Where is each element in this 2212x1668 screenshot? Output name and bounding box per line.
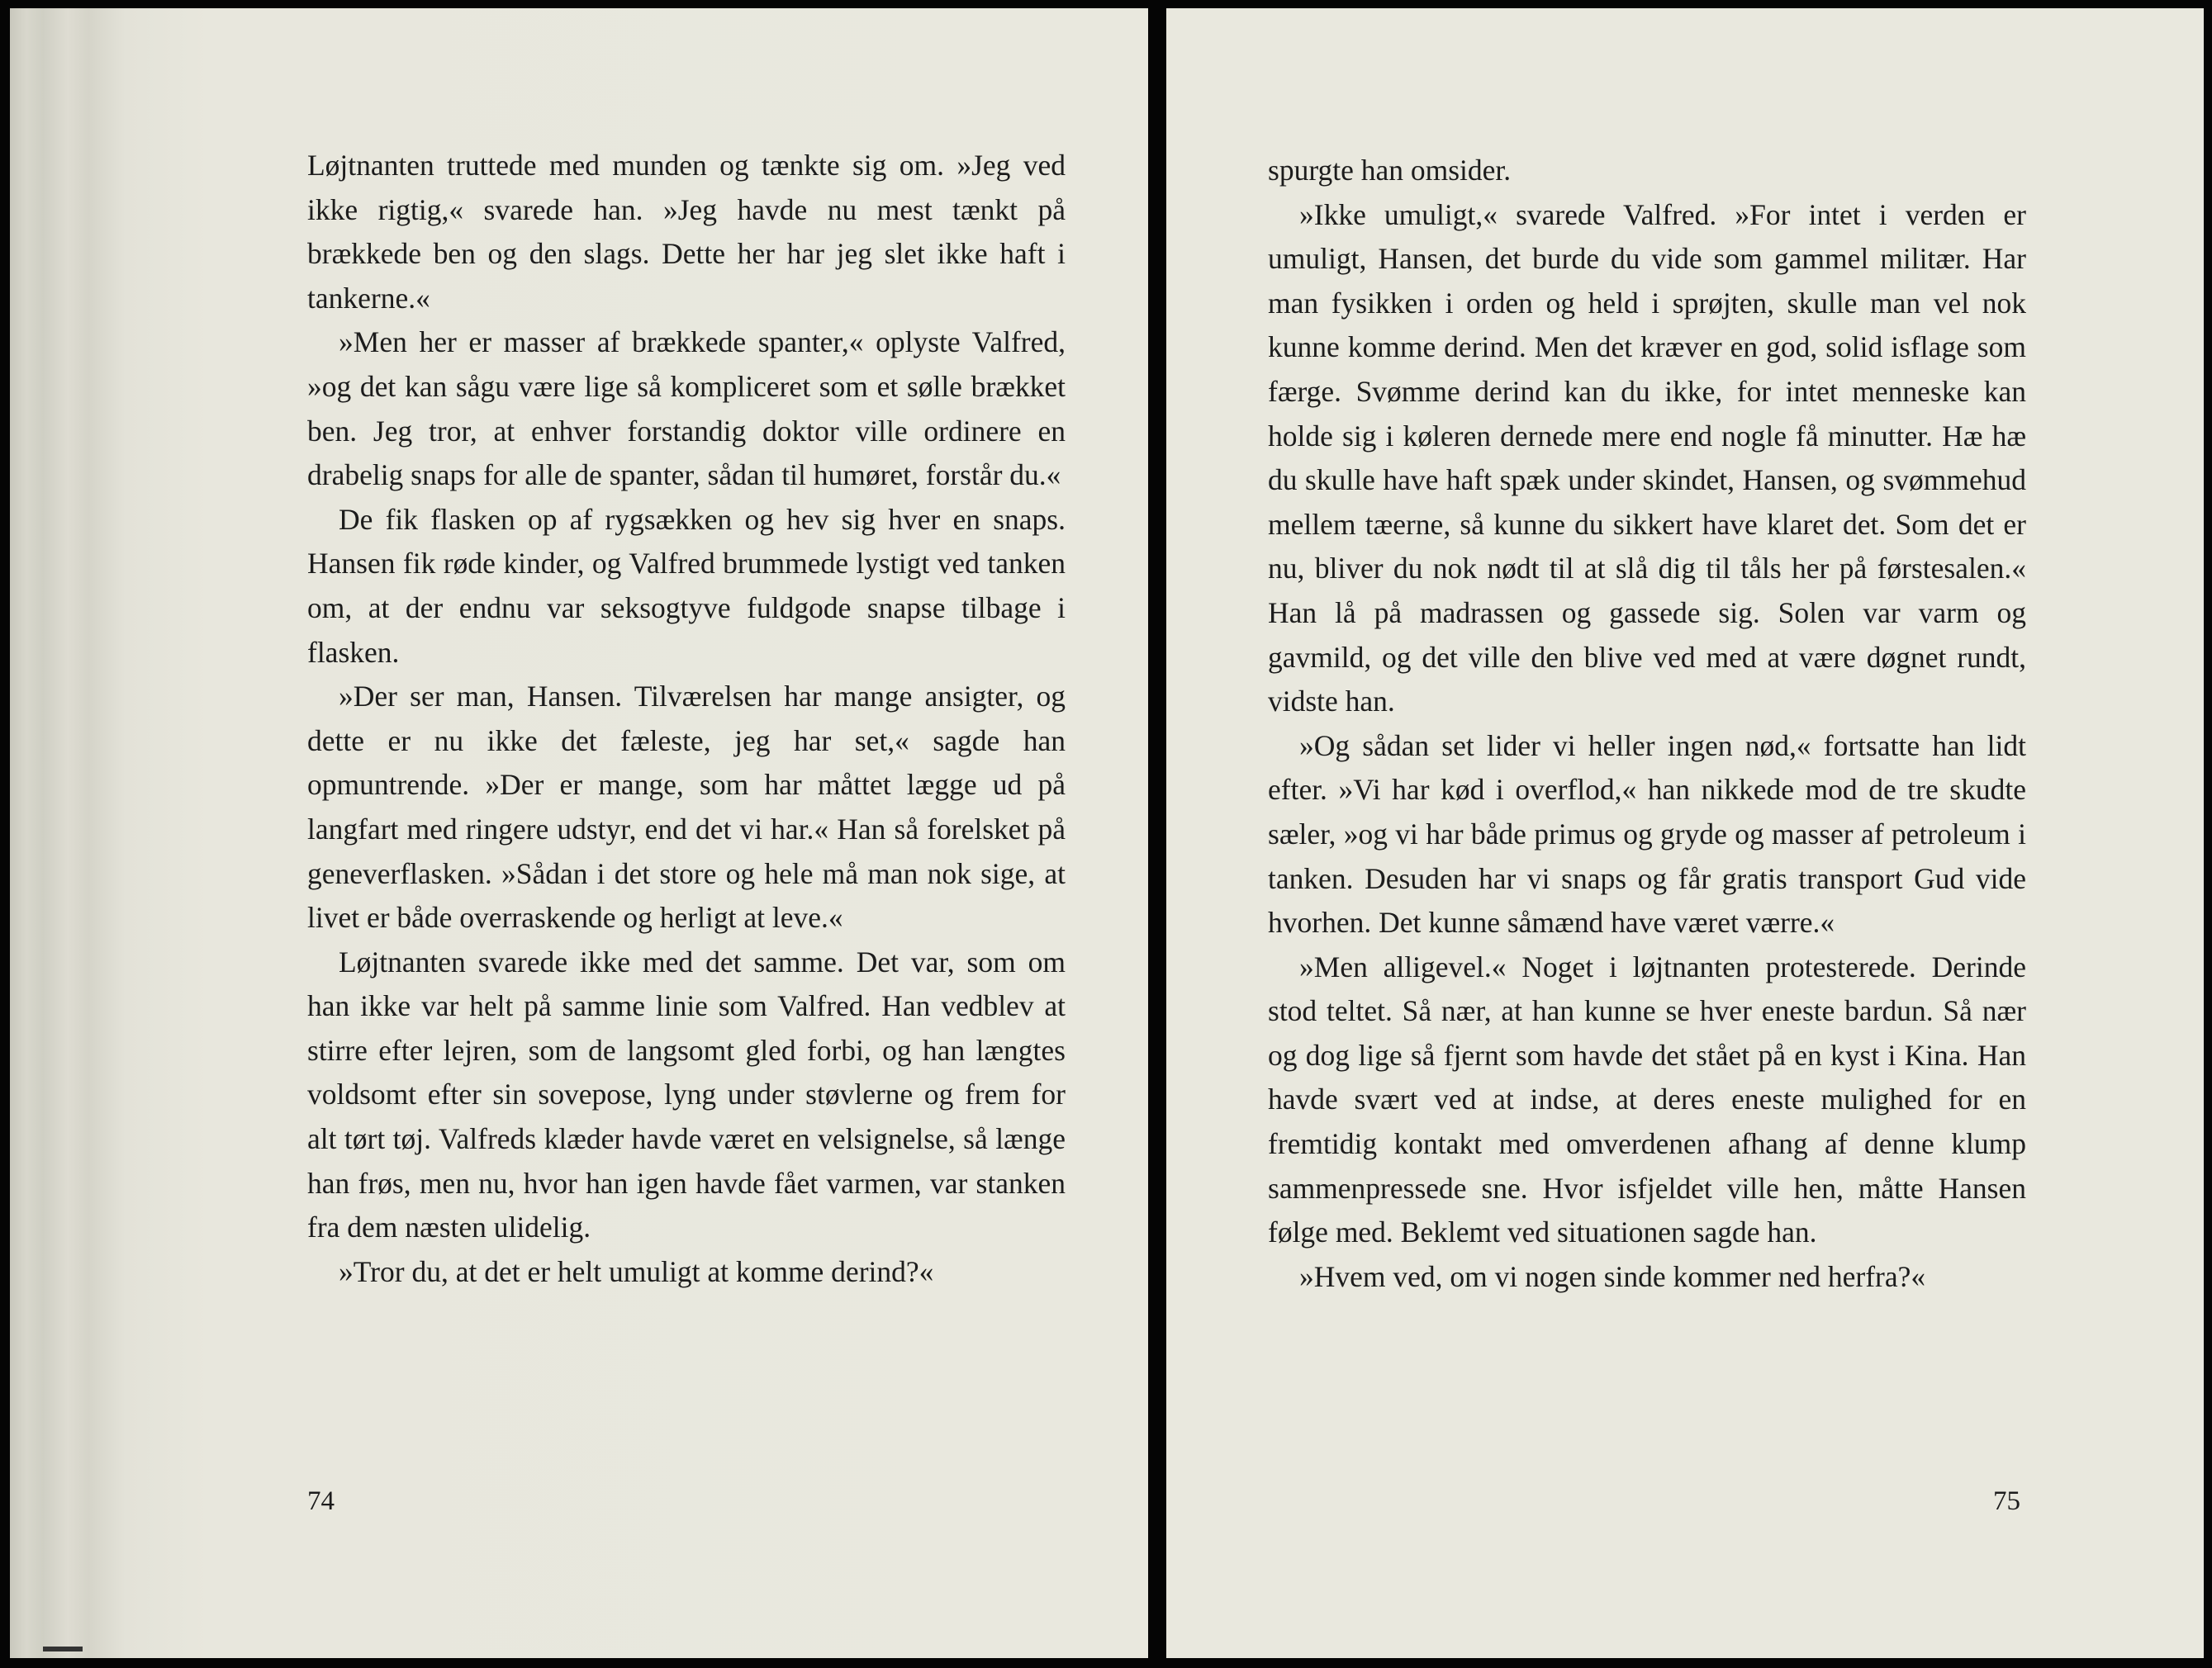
- paragraph: »Der ser man, Hansen. Tilværelsen har mange ansigter, og dette er nu ikke det fæleste, jeg har set,« sagde han opmuntrende. »Der er mange, som har måttet lægge ud på langfart med ringere udstyr, end det vi har.« Han så forelsket på geneverflasken. »Sådan i det store og hele må man nok sige, at livet er både overraskende og herligt at leve.«: [307, 680, 1066, 935]
- page-number: 74: [307, 1486, 335, 1516]
- paragraph: Løjtnanten svarede ikke med det samme. Det var, som om han ikke var helt på samme linie som Valfred. Han vedblev at stirre efter lejren, som de langsomt gled forbi, og han længtes voldsomt efter sin sovepose, lyng under støvlerne og frem for alt tørt tøj. Valfreds klæder havde været en velsignelse, så længe han frøs, men nu, hvor han igen havde fået varmen, var stanken fra dem næsten ulidelig.: [307, 945, 1066, 1244]
- right-page: [1166, 8, 2204, 1658]
- paragraph: »Men her er masser af brækkede spanter,« oplyste Valfred, »og det kan sågu være lige så kompliceret som et sølle brækket ben. Jeg tror, at enhver forstandig doktor ville ordinere en drabelig snaps for alle de spanter, sådan til humøret, forstår du.«: [307, 325, 1066, 492]
- paragraph: spurgte han omsider.: [1268, 154, 1512, 187]
- paragraph: De fik flasken op af rygsækken og hev sig hver en snaps. Hansen fik røde kinder, og Valfred brummede lystigt ved tanken om, at der endnu var seksogtyve fuldgode snapse tilbage i flasken.: [307, 502, 1066, 669]
- page-number: 75: [1993, 1486, 2020, 1516]
- paragraph: »Tror du, at det er helt umuligt at komme derind?«: [339, 1254, 934, 1288]
- paragraph: »Ikke umuligt,« svarede Valfred. »For intet i verden er umuligt, Hansen, det burde du vide som gammel militær. Har man fysikken i orden og held i sprøjten, skulle man vel nok kunne komme derind. Men det kræver en god, solid isflage som færge. Svømme derind kan du ikke, for intet menneske kan holde sig i køleren dernede mere end nogle få minutter. Hæ hæ du skulle have haft spæk under skindet, Hansen, og svømmehud mellem tæerne, så kunne du sikkert have klaret det. Som det er nu, bliver du nok nødt til at slå dig til tåls her på førstesalen.« Han lå på madrassen og gassede sig. Solen var varm og gavmild, og det ville den blive ved med at være døgnet rundt, vidste han.: [1268, 197, 2026, 718]
- paragraph: »Og sådan set lider vi heller ingen nød,« fortsatte han lidt efter. »Vi har kød i overflod,« han nikkede mod de tre skudte sæler, »og vi har både primus og gryde og masser af petroleum i tanken. Desuden har vi snaps og får gratis transport Gud vide hvorhen. Det kunne såmænd have været værre.«: [1268, 728, 2026, 940]
- paragraph: Løjtnanten truttede med munden og tænkte sig om. »Jeg ved ikke rigtig,« svarede han. »Jeg havde nu mest tænkt på brækkede ben og den slags. Dette her har jeg slet ikke haft i tankerne.«: [307, 149, 1066, 315]
- right-page-text: [1268, 149, 2026, 1299]
- left-page-text: [307, 144, 1066, 1294]
- paragraph: »Men alligevel.« Noget i løjtnanten protesterede. Derinde stod teltet. Så nær, at han kunne se hver eneste bardun. Så nær og dog lige så fjernt som havde det stået på en kyst i Kina. Han havde svært ved at indse, at deres eneste mulighed for en fremtidig kontakt med omverdenen afhang af denne klump sammenpressede sne. Hvor isfjeldet ville hen, måtte Hansen følge med. Beklemt ved situationen sagde han.: [1268, 950, 2026, 1249]
- left-page: [10, 8, 1148, 1658]
- paragraph: »Hvem ved, om vi nogen sinde kommer ned herfra?«: [1299, 1259, 1926, 1293]
- page-edge-mark: [43, 1647, 83, 1651]
